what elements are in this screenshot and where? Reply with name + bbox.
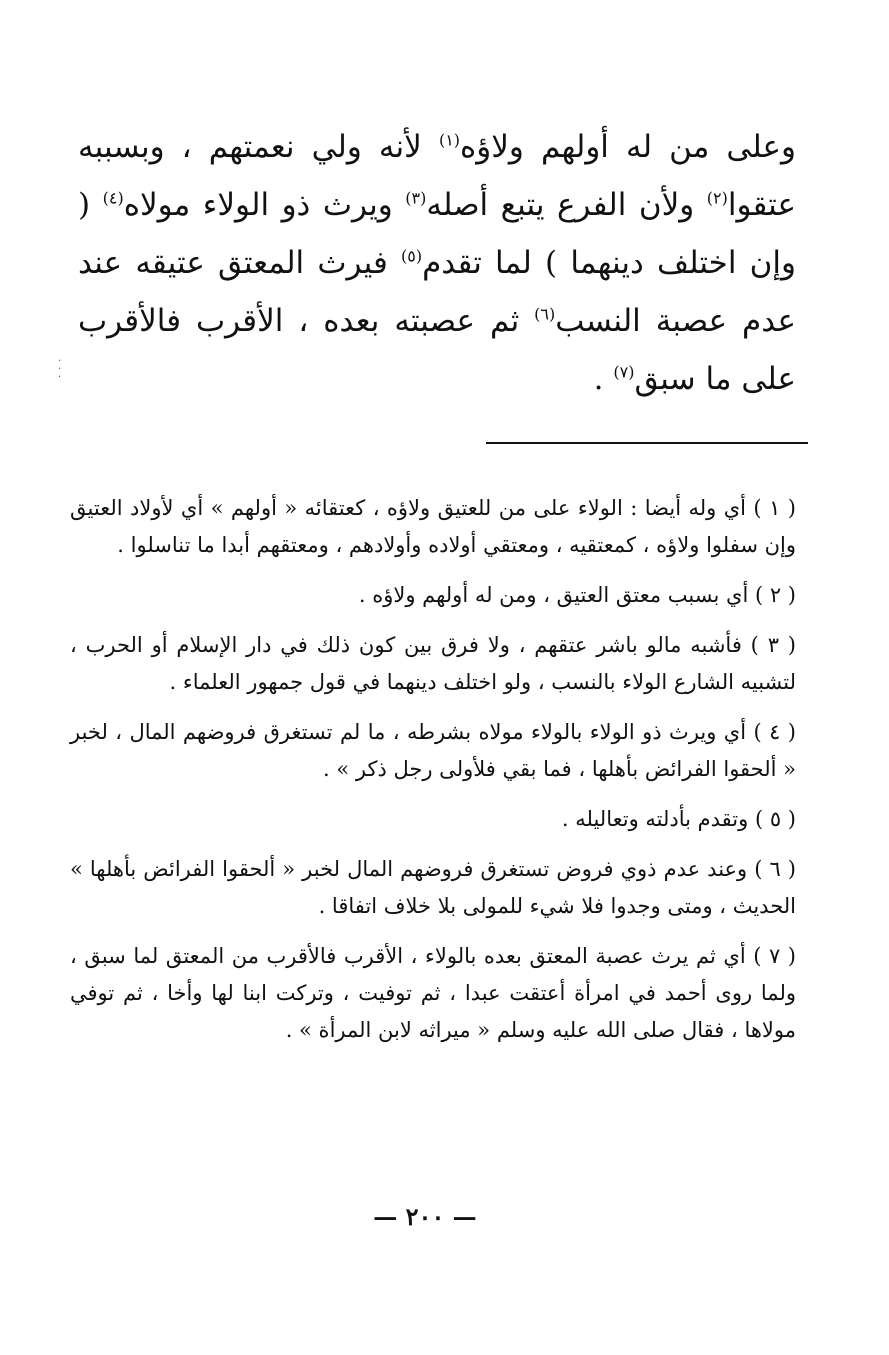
main-text-segment: . [593,361,614,397]
footnote-separator-line [486,442,808,444]
main-text-segment: ولأن الفرع يتبع أصله [426,187,707,223]
footnote-ref-1: (١) [438,130,461,150]
footnote-6: ( ٦ ) وعند عدم ذوي فروض تستغرق فروضهم المال لخبر « ألحقوا الفرائض بأهلها » الحديث ، ومتى وجدوا فلا شيء للمولى بلا خلاف اتفاقا . [70,857,796,918]
main-text-segment: ( وإن اختلف دينهما ) لما تقدم [78,187,796,281]
footnote-ref-6: (٦) [534,304,556,324]
main-text-block [78,118,796,408]
main-text-segment: ثم عصبته بعده ، الأقرب فالأقرب على ما سبق [78,303,796,397]
page-number: — ٢٠٠ — [373,1202,477,1231]
footnote-4: ( ٤ ) أي ويرث ذو الولاء بالولاء مولاه بشرطه ، ما لم تستغرق فروضهم المال ، لخبر « ألحقوا الفرائض بأهلها ، فما بقي فلأولى رجل ذكر » . [70,720,796,781]
footnote-1: ( ١ ) أي وله أيضا : الولاء على من للعتيق ولاؤه ، كعتقائه « أولهم » أي لأولاد العتيق وإن سفلوا ولاؤه ، كمعتقيه ، ومعتقي أولاده وأولادهم ، ومعتقهم أبدا ما تناسلوا . [70,496,796,557]
main-text-segment: وعلى من له أولهم ولاؤه [460,129,796,165]
footnotes-section [70,490,796,1062]
main-paragraph [78,118,796,408]
footnote-5: ( ٥ ) وتقدم بأدلته وتعاليله . [561,807,796,831]
footnote-ref-2: (٢) [706,188,728,208]
footnote-ref-5: (٥) [401,246,423,266]
main-text-segment: ويرث ذو الولاء مولاه [123,187,406,223]
main-text-segment: فيرث المعتق عتيقه عند عدم عصبة النسب [78,245,796,339]
footnote-ref-3: (٣) [405,188,427,208]
scan-specks: · · · [58,356,62,383]
footnote-ref-7: (٧) [613,362,635,382]
footnote-7: ( ٧ ) أي ثم يرث عصبة المعتق بعده بالولاء ، الأقرب فالأقرب من المعتق لما سبق ، ولما روى أحمد في امرأة أعتقت عبدا ، ثم توفيت ، وتركت ابنا لها وأخا ، ثم توفي مولاها ، فقال صلى الله عليه وسلم « ميراثه لابن المرأة » . [70,944,796,1042]
footnote-3: ( ٣ ) فأشبه مالو باشر عتقهم ، ولا فرق بين كون ذلك في دار الإسلام أو الحرب ، لتشبيه الشارع الولاء بالنسب ، ولو اختلف دينهما في قول جمهور العلماء . [70,633,797,694]
footnote-2: ( ٢ ) أي بسبب معتق العتيق ، ومن له أولهم ولاؤه . [358,583,796,607]
footnote-ref-4: (٤) [102,188,124,208]
main-text-segment: لأنه ولي نعمتهم ، وبسببه عتقوا [78,129,797,223]
